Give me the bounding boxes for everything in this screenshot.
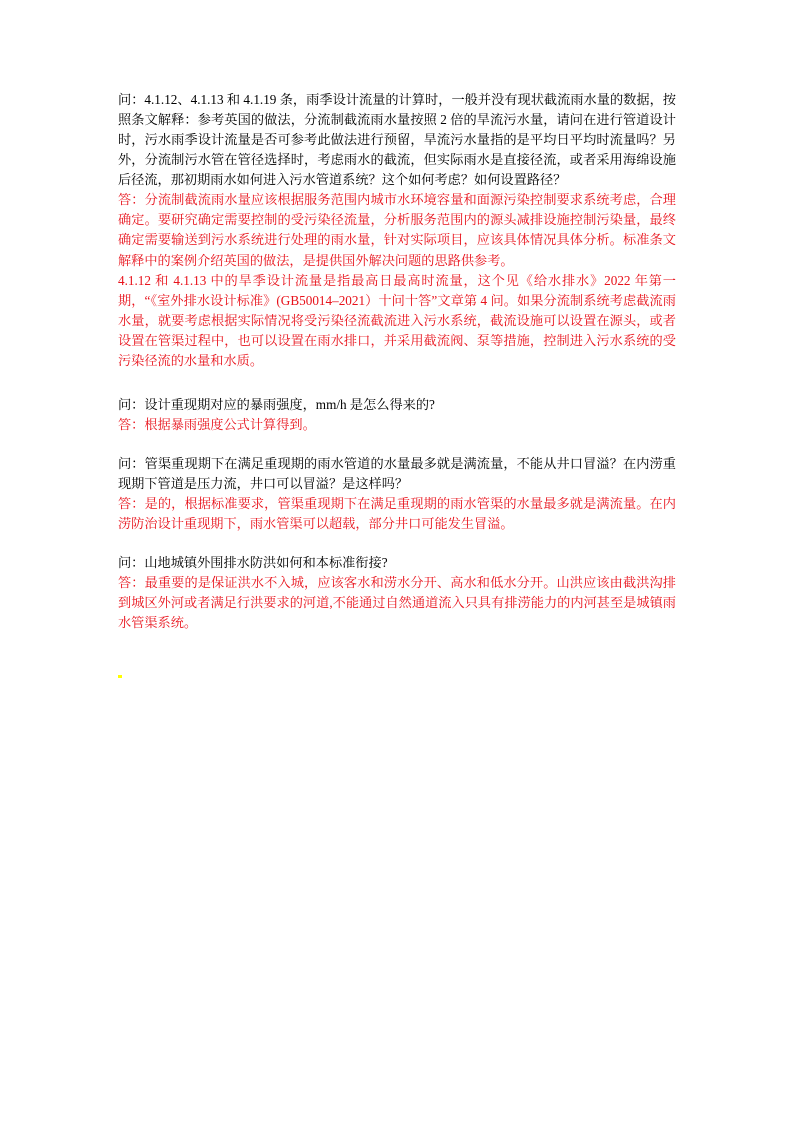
answer-paragraph: 答：根据暴雨强度公式计算得到。 [118,416,316,432]
answer-paragraph: 答：分流制截流雨水量应该根据服务范围内城市水环境容量和面源污染控制要求系统考虑，合理确定。要研究确定需要控制的受污染径流量，分析服务范围内的源头减排设施控制污染量，最终确定需要输送到污水系统进行处理的雨水量，针对实际项目，应该具体情况具体分析。标准条文解释中的案例介绍英国的做法，是提供国外解决问题的思路供参考。 [118,192,676,268]
answer-paragraph: 答：最重要的是保证洪水不入城，应该客水和涝水分开、高水和低水分开。山洪应该由截洪沟排到城区外河或者满足行洪要求的河道,不能通过自然通道流入只具有排涝能力的内河甚至是城镇雨水管渠系统。 [118,575,676,631]
question-paragraph: 问：设计重现期对应的暴雨强度，mm/h 是怎么得来的? [118,396,435,412]
chapter-heading-label [118,675,122,678]
document-body [118,90,676,712]
question-paragraph: 问：4.1.12、4.1.13 和 4.1.19 条，雨季设计流量的计算时，一般并没有现状截流雨水量的数据，按照条文解释：参考英国的做法，分流制截流雨水量按照 2 倍的旱流污水量，请问在进行管道设计时，污水雨季设计流量是否可参考此做法进行预留，旱流污水量指的是平均日平均时流量吗？另外，分流制污水管在管径选择时，考虑雨水的截流，但实际雨水是直接径流，或者采用海绵设施后径流，那初期雨水如何进入污水管道系统？这个如何考虑？如何设置路径？ [118,92,676,188]
answer-paragraph: 答：是的，根据标准要求，管渠重现期下在满足重现期的雨水管渠的水量最多就是满流量。在内涝防治设计重现期下，雨水管渠可以超载，部分井口可能发生冒溢。 [118,496,676,532]
chapter-heading [118,664,676,684]
question-paragraph: 问：山地城镇外围排水防洪如何和本标准衔接? [118,555,388,571]
question-paragraph: 问：管渠重现期下在满足重现期的雨水管道的水量最多就是满流量，不能从井口冒溢？在内涝重现期下管道是压力流，井口可以冒溢？是这样吗？ [118,456,676,492]
answer-paragraph: 4.1.12 和 4.1.13 中的旱季设计流量是指最高日最高时流量，这个见《给水排水》2022 年第一期，“《室外排水设计标准》(GB50014–2021）十问十答”文章第 4 问。如果分流制系统考虑截流雨水量，就要考虑根据实际情况将受污染径流截流进入污水系统，截流设施可以设置在源头，或者设置在管渠过程中，也可以设置在雨水排口，并采用截流阀、泵等措施，控制进入污水系统的受污染径流的水量和水质。 [118,272,676,368]
paragraph-spacer [118,435,676,454]
paragraph-spacer [118,693,676,712]
paragraph-spacer [118,371,676,395]
paragraph-spacer [118,534,676,553]
